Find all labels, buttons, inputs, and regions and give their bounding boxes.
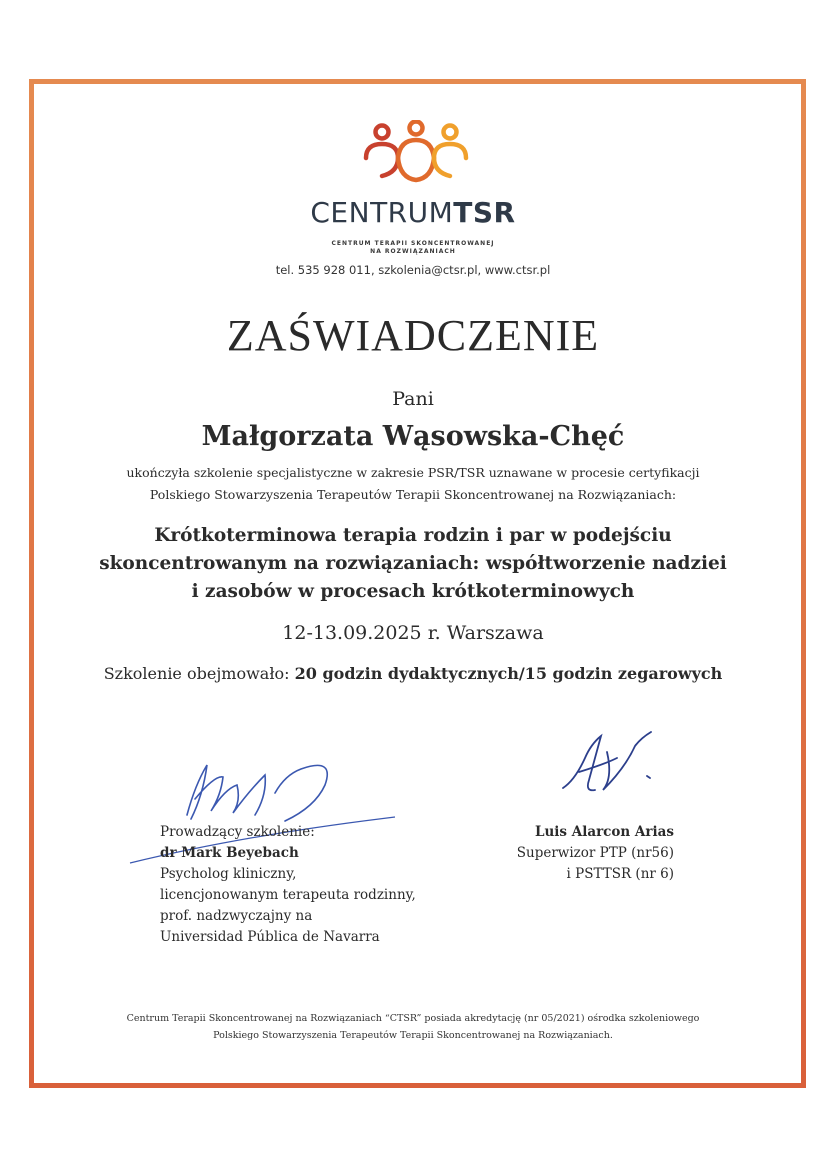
salutation: Pani	[392, 388, 434, 410]
hours-label: Szkolenie obejmowało:	[103, 664, 290, 683]
course-line-2: skoncentrowanym na rozwiązaniach: współtworzenie nadziei	[99, 553, 727, 574]
accreditation-footer	[0, 1010, 826, 1044]
signer-left-line2: licencjonowanym terapeuta rodzinny,	[160, 887, 416, 903]
signature-block-right	[517, 822, 674, 885]
brand-subtitle-line1: CENTRUM TERAPII SKONCENTROWANEJ	[331, 240, 495, 247]
course-line-3: i zasobów w procesach krótkoterminowych	[191, 581, 635, 602]
signature-block-left	[160, 822, 416, 948]
signer-right-line2: i PSTTSR (nr 6)	[566, 866, 674, 882]
course-title	[0, 522, 826, 606]
brand-subtitle-line2: NA ROZWIĄZANIACH	[370, 248, 456, 255]
signer-left-line4: Universidad Pública de Navarra	[160, 929, 380, 945]
certificate-title: ZAŚWIADCZENIE	[226, 311, 600, 360]
three-people-logo-icon	[360, 120, 472, 186]
signer-left-name: dr Mark Beyebach	[160, 845, 299, 861]
brand-light: CENTRUM	[310, 196, 454, 229]
certificate-body	[0, 462, 826, 506]
hours-value: 20 godzin dydaktycznych/15 godzin zegarowych	[294, 664, 723, 683]
body-line-2: Polskiego Stowarzyszenia Terapeutów Terapii Skoncentrowanej na Rozwiązaniach:	[149, 487, 677, 502]
date-place: 12-13.09.2025 r. Warszawa	[282, 622, 544, 644]
recipient-name: Małgorzata Wąsowska-Chęć	[201, 421, 625, 452]
signer-right-line1: Superwizor PTP (nr56)	[516, 845, 674, 861]
hours-line	[0, 664, 826, 683]
course-line-1: Krótkoterminowa terapia rodzin i par w podejściu	[154, 525, 672, 546]
signer-right-name: Luis Alarcon Arias	[534, 824, 674, 840]
footer-line-1: Centrum Terapii Skoncentrowanej na Rozwiązaniach “CTSR” posiada akredytację (nr 05/2021) ośrodka szkoleniowego	[126, 1013, 700, 1024]
contact-line: tel. 535 928 011, szkolenia@ctsr.pl, www.ctsr.pl	[275, 263, 551, 277]
body-line-1: ukończyła szkolenie specjalistyczne w zakresie PSR/TSR uznawane w procesie certyfikacji	[126, 465, 700, 480]
brand-bold: TSR	[453, 196, 516, 229]
signer-left-role: Prowadzący szkolenie:	[160, 824, 315, 840]
signer-left-line3: prof. nadzwyczajny na	[160, 908, 313, 924]
brand-wordmark	[0, 196, 826, 229]
footer-line-2: Polskiego Stowarzyszenia Terapeutów Terapii Skoncentrowanej na Rozwiązaniach.	[213, 1030, 613, 1041]
signer-left-line1: Psycholog kliniczny,	[160, 866, 297, 882]
signature-right-icon	[555, 728, 665, 798]
